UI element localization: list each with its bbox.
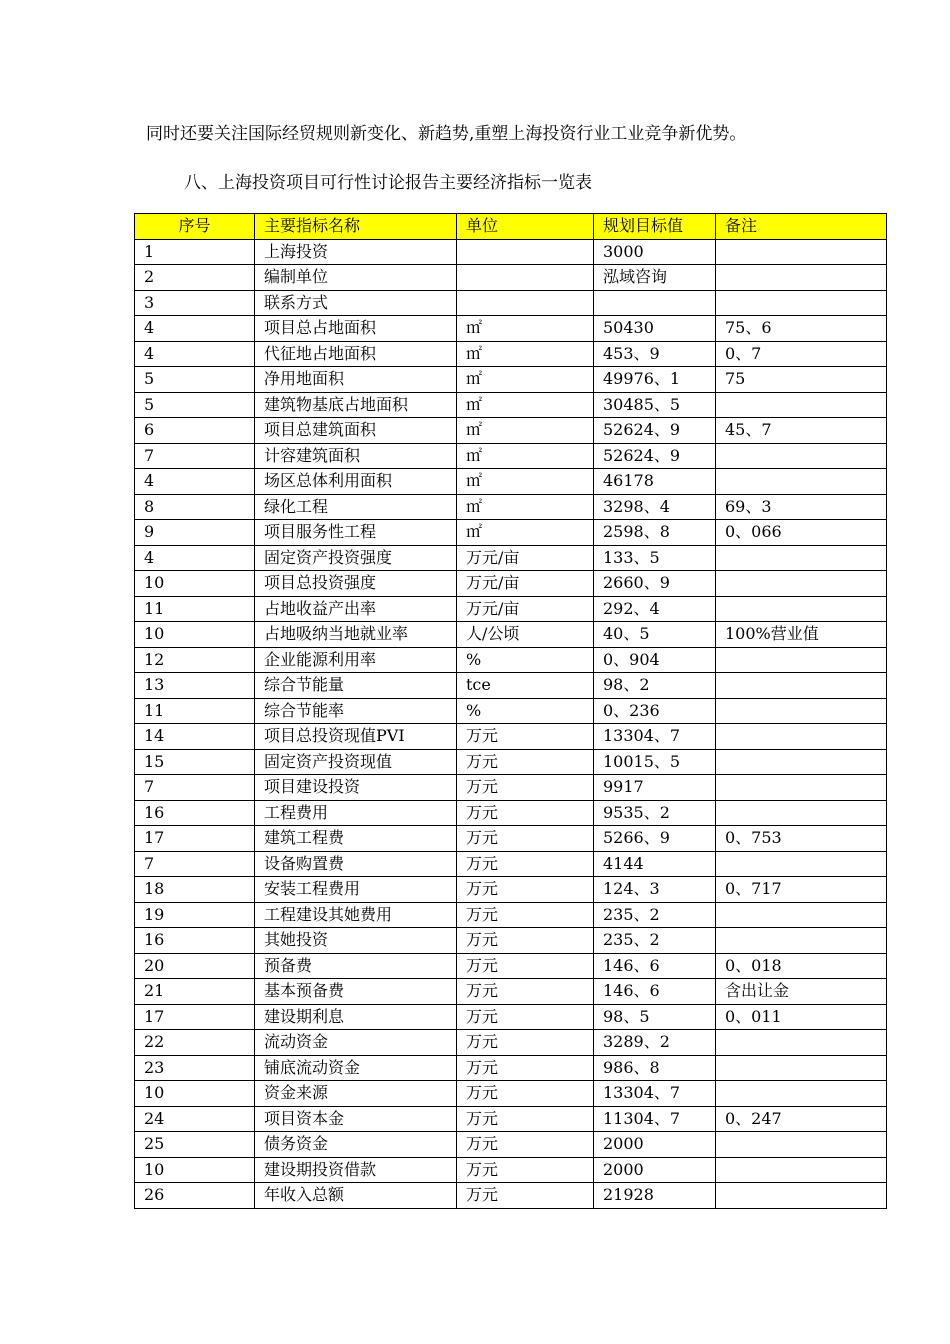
cell-unit: 万元	[457, 800, 594, 826]
table-row	[135, 596, 887, 622]
cell-indicator-name: 净用地面积	[255, 367, 457, 393]
cell-target-value: 2000	[594, 1157, 716, 1183]
cell-target-value: 30485、5	[594, 392, 716, 418]
cell-remarks	[716, 902, 887, 928]
cell-index: 2	[135, 265, 255, 291]
cell-remarks	[716, 1030, 887, 1056]
cell-remarks	[716, 647, 887, 673]
cell-remarks: 0、018	[716, 953, 887, 979]
table-header-row	[135, 214, 887, 240]
cell-remarks: 0、717	[716, 877, 887, 903]
cell-remarks: 100%营业值	[716, 622, 887, 648]
cell-remarks: 69、3	[716, 494, 887, 520]
table-row	[135, 979, 887, 1005]
cell-remarks	[716, 1055, 887, 1081]
cell-remarks	[716, 392, 887, 418]
cell-target-value: 133、5	[594, 545, 716, 571]
cell-index: 1	[135, 239, 255, 265]
cell-indicator-name: 综合节能量	[255, 673, 457, 699]
cell-index: 15	[135, 749, 255, 775]
table-row	[135, 724, 887, 750]
cell-target-value: 146、6	[594, 953, 716, 979]
cell-unit: %	[457, 698, 594, 724]
table-row	[135, 239, 887, 265]
cell-indicator-name: 安装工程费用	[255, 877, 457, 903]
cell-index: 10	[135, 1081, 255, 1107]
cell-indicator-name: 项目资本金	[255, 1106, 457, 1132]
cell-target-value: 2000	[594, 1132, 716, 1158]
cell-unit: 万元/亩	[457, 596, 594, 622]
cell-remarks	[716, 596, 887, 622]
cell-target-value: 292、4	[594, 596, 716, 622]
cell-remarks: 0、011	[716, 1004, 887, 1030]
table-row	[135, 647, 887, 673]
cell-indicator-name: 项目总投资现值PVI	[255, 724, 457, 750]
cell-indicator-name: 预备费	[255, 953, 457, 979]
cell-unit: 万元	[457, 775, 594, 801]
cell-target-value: 49976、1	[594, 367, 716, 393]
cell-target-value: 0、904	[594, 647, 716, 673]
cell-indicator-name: 企业能源利用率	[255, 647, 457, 673]
cell-target-value: 124、3	[594, 877, 716, 903]
table-row	[135, 520, 887, 546]
cell-target-value: 986、8	[594, 1055, 716, 1081]
table-row	[135, 698, 887, 724]
table-row	[135, 1106, 887, 1132]
cell-target-value: 3000	[594, 239, 716, 265]
cell-remarks	[716, 1081, 887, 1107]
table-row	[135, 1081, 887, 1107]
cell-target-value: 11304、7	[594, 1106, 716, 1132]
cell-index: 23	[135, 1055, 255, 1081]
table-row	[135, 1055, 887, 1081]
cell-unit: ㎡	[457, 316, 594, 342]
cell-indicator-name: 设备购置费	[255, 851, 457, 877]
table-row	[135, 494, 887, 520]
cell-index: 21	[135, 979, 255, 1005]
table-row	[135, 1004, 887, 1030]
cell-unit: ㎡	[457, 367, 594, 393]
cell-index: 4	[135, 469, 255, 495]
header-unit: 单位	[457, 214, 594, 240]
cell-index: 7	[135, 775, 255, 801]
cell-index: 4	[135, 545, 255, 571]
cell-unit: 人/公顷	[457, 622, 594, 648]
cell-remarks: 75、6	[716, 316, 887, 342]
cell-unit: ㎡	[457, 469, 594, 495]
cell-index: 8	[135, 494, 255, 520]
cell-index: 25	[135, 1132, 255, 1158]
cell-target-value: 146、6	[594, 979, 716, 1005]
cell-remarks	[716, 469, 887, 495]
cell-index: 10	[135, 622, 255, 648]
header-target-value: 规划目标值	[594, 214, 716, 240]
cell-remarks: 45、7	[716, 418, 887, 444]
table-row	[135, 622, 887, 648]
cell-index: 17	[135, 826, 255, 852]
cell-unit	[457, 265, 594, 291]
cell-target-value: 5266、9	[594, 826, 716, 852]
cell-remarks: 0、247	[716, 1106, 887, 1132]
cell-indicator-name: 综合节能率	[255, 698, 457, 724]
cell-index: 10	[135, 1157, 255, 1183]
table-row	[135, 571, 887, 597]
cell-remarks	[716, 1132, 887, 1158]
cell-remarks	[716, 1183, 887, 1209]
cell-index: 11	[135, 596, 255, 622]
cell-remarks	[716, 290, 887, 316]
cell-unit: %	[457, 647, 594, 673]
cell-target-value: 46178	[594, 469, 716, 495]
cell-remarks	[716, 851, 887, 877]
cell-remarks	[716, 673, 887, 699]
cell-indicator-name: 建筑物基底占地面积	[255, 392, 457, 418]
cell-index: 16	[135, 928, 255, 954]
cell-unit: 万元	[457, 851, 594, 877]
cell-indicator-name: 流动资金	[255, 1030, 457, 1056]
table-body	[135, 239, 887, 1208]
table-row	[135, 775, 887, 801]
table-row	[135, 826, 887, 852]
cell-remarks	[716, 698, 887, 724]
cell-index: 4	[135, 341, 255, 367]
table-row	[135, 443, 887, 469]
cell-unit	[457, 239, 594, 265]
cell-remarks: 0、7	[716, 341, 887, 367]
cell-unit: 万元	[457, 1055, 594, 1081]
cell-indicator-name: 上海投资	[255, 239, 457, 265]
cell-indicator-name: 工程建设其她费用	[255, 902, 457, 928]
table-row	[135, 392, 887, 418]
cell-unit: 万元	[457, 1081, 594, 1107]
cell-indicator-name: 其她投资	[255, 928, 457, 954]
cell-target-value: 3289、2	[594, 1030, 716, 1056]
table-row	[135, 902, 887, 928]
table-row	[135, 877, 887, 903]
cell-indicator-name: 占地吸纳当地就业率	[255, 622, 457, 648]
cell-index: 17	[135, 1004, 255, 1030]
cell-unit: ㎡	[457, 443, 594, 469]
cell-target-value: 40、5	[594, 622, 716, 648]
cell-target-value: 52624、9	[594, 418, 716, 444]
cell-remarks	[716, 749, 887, 775]
table-row	[135, 800, 887, 826]
cell-unit: 万元	[457, 877, 594, 903]
cell-indicator-name: 场区总体利用面积	[255, 469, 457, 495]
cell-index: 6	[135, 418, 255, 444]
cell-index: 22	[135, 1030, 255, 1056]
table-row	[135, 265, 887, 291]
cell-target-value: 3298、4	[594, 494, 716, 520]
cell-unit: 万元	[457, 1030, 594, 1056]
cell-remarks	[716, 545, 887, 571]
cell-index: 5	[135, 367, 255, 393]
cell-index: 18	[135, 877, 255, 903]
header-remarks: 备注	[716, 214, 887, 240]
cell-unit: 万元	[457, 1106, 594, 1132]
table-row	[135, 418, 887, 444]
cell-unit: 万元	[457, 749, 594, 775]
cell-index: 19	[135, 902, 255, 928]
cell-unit	[457, 290, 594, 316]
cell-target-value: 9535、2	[594, 800, 716, 826]
cell-index: 26	[135, 1183, 255, 1209]
cell-remarks	[716, 1157, 887, 1183]
cell-target-value: 0、236	[594, 698, 716, 724]
table-row	[135, 953, 887, 979]
table-row	[135, 316, 887, 342]
cell-unit: 万元	[457, 979, 594, 1005]
cell-indicator-name: 项目总投资强度	[255, 571, 457, 597]
table-row	[135, 1183, 887, 1209]
cell-remarks	[716, 239, 887, 265]
cell-remarks	[716, 724, 887, 750]
cell-unit: 万元	[457, 724, 594, 750]
cell-unit: 万元	[457, 1132, 594, 1158]
cell-unit: 万元	[457, 1157, 594, 1183]
cell-target-value: 50430	[594, 316, 716, 342]
cell-indicator-name: 项目建设投资	[255, 775, 457, 801]
cell-remarks: 含出让金	[716, 979, 887, 1005]
intro-paragraph: 同时还要关注国际经贸规则新变化、新趋势,重塑上海投资行业工业竞争新优势。	[146, 124, 747, 144]
cell-target-value: 453、9	[594, 341, 716, 367]
table-row	[135, 341, 887, 367]
cell-indicator-name: 联系方式	[255, 290, 457, 316]
cell-remarks	[716, 265, 887, 291]
section-heading: 八、上海投资项目可行性讨论报告主要经济指标一览表	[184, 173, 592, 193]
economic-indicators-table	[134, 213, 887, 1209]
cell-indicator-name: 占地收益产出率	[255, 596, 457, 622]
cell-index: 10	[135, 571, 255, 597]
table-row	[135, 469, 887, 495]
cell-index: 7	[135, 443, 255, 469]
cell-indicator-name: 固定资产投资现值	[255, 749, 457, 775]
cell-remarks	[716, 800, 887, 826]
cell-target-value: 13304、7	[594, 1081, 716, 1107]
table-row	[135, 673, 887, 699]
cell-index: 11	[135, 698, 255, 724]
cell-index: 5	[135, 392, 255, 418]
cell-target-value: 2598、8	[594, 520, 716, 546]
cell-unit: ㎡	[457, 494, 594, 520]
cell-unit: ㎡	[457, 418, 594, 444]
table-row	[135, 928, 887, 954]
cell-indicator-name: 工程费用	[255, 800, 457, 826]
cell-unit: 万元	[457, 953, 594, 979]
cell-remarks	[716, 775, 887, 801]
cell-remarks: 75	[716, 367, 887, 393]
cell-target-value: 泓域咨询	[594, 265, 716, 291]
cell-target-value: 9917	[594, 775, 716, 801]
cell-target-value: 98、5	[594, 1004, 716, 1030]
cell-unit: ㎡	[457, 520, 594, 546]
header-index: 序号	[135, 214, 255, 240]
cell-target-value: 98、2	[594, 673, 716, 699]
cell-indicator-name: 项目服务性工程	[255, 520, 457, 546]
cell-remarks: 0、066	[716, 520, 887, 546]
cell-target-value: 2660、9	[594, 571, 716, 597]
table-row	[135, 545, 887, 571]
cell-target-value	[594, 290, 716, 316]
cell-indicator-name: 建设期利息	[255, 1004, 457, 1030]
cell-unit: ㎡	[457, 392, 594, 418]
cell-target-value: 235、2	[594, 902, 716, 928]
cell-index: 9	[135, 520, 255, 546]
cell-index: 4	[135, 316, 255, 342]
cell-target-value: 21928	[594, 1183, 716, 1209]
cell-remarks	[716, 571, 887, 597]
cell-remarks	[716, 928, 887, 954]
table-row	[135, 749, 887, 775]
cell-indicator-name: 代征地占地面积	[255, 341, 457, 367]
cell-target-value: 4144	[594, 851, 716, 877]
cell-target-value: 13304、7	[594, 724, 716, 750]
cell-index: 12	[135, 647, 255, 673]
table-row	[135, 290, 887, 316]
cell-indicator-name: 债务资金	[255, 1132, 457, 1158]
cell-indicator-name: 项目总建筑面积	[255, 418, 457, 444]
cell-index: 3	[135, 290, 255, 316]
cell-unit: 万元	[457, 1004, 594, 1030]
cell-indicator-name: 铺底流动资金	[255, 1055, 457, 1081]
cell-unit: 万元	[457, 902, 594, 928]
table-row	[135, 1132, 887, 1158]
cell-index: 13	[135, 673, 255, 699]
cell-remarks	[716, 443, 887, 469]
cell-indicator-name: 项目总占地面积	[255, 316, 457, 342]
table-row	[135, 1157, 887, 1183]
table-row	[135, 851, 887, 877]
cell-unit: tce	[457, 673, 594, 699]
cell-indicator-name: 编制单位	[255, 265, 457, 291]
cell-index: 24	[135, 1106, 255, 1132]
cell-unit: 万元	[457, 826, 594, 852]
table-row	[135, 1030, 887, 1056]
table-row	[135, 367, 887, 393]
cell-index: 20	[135, 953, 255, 979]
cell-indicator-name: 固定资产投资强度	[255, 545, 457, 571]
cell-indicator-name: 计容建筑面积	[255, 443, 457, 469]
cell-target-value: 52624、9	[594, 443, 716, 469]
header-indicator-name: 主要指标名称	[255, 214, 457, 240]
cell-index: 7	[135, 851, 255, 877]
cell-remarks: 0、753	[716, 826, 887, 852]
cell-indicator-name: 建设期投资借款	[255, 1157, 457, 1183]
cell-indicator-name: 绿化工程	[255, 494, 457, 520]
cell-indicator-name: 建筑工程费	[255, 826, 457, 852]
cell-unit: ㎡	[457, 341, 594, 367]
cell-unit: 万元/亩	[457, 545, 594, 571]
cell-target-value: 235、2	[594, 928, 716, 954]
cell-target-value: 10015、5	[594, 749, 716, 775]
cell-unit: 万元/亩	[457, 571, 594, 597]
cell-index: 14	[135, 724, 255, 750]
cell-indicator-name: 基本预备费	[255, 979, 457, 1005]
cell-indicator-name: 年收入总额	[255, 1183, 457, 1209]
cell-index: 16	[135, 800, 255, 826]
cell-unit: 万元	[457, 1183, 594, 1209]
cell-unit: 万元	[457, 928, 594, 954]
cell-indicator-name: 资金来源	[255, 1081, 457, 1107]
